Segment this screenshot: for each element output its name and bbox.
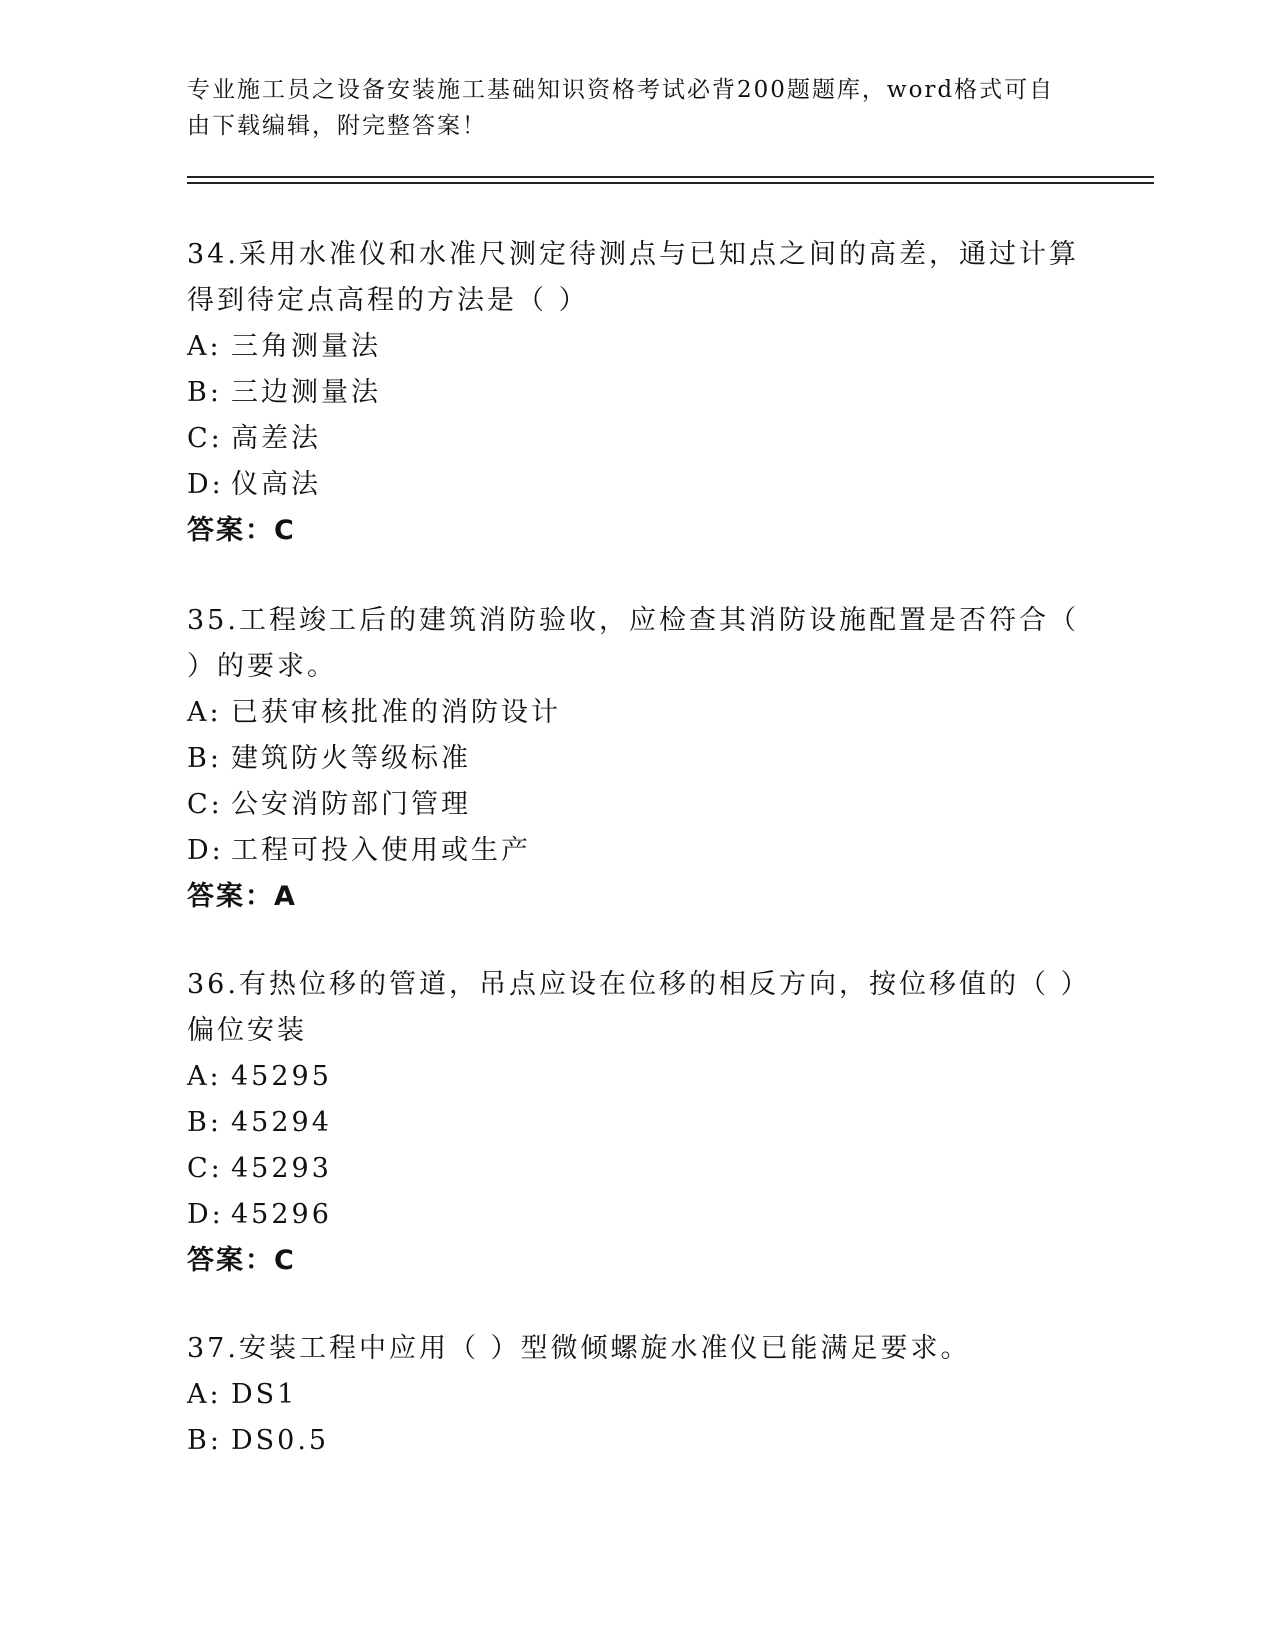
option-c	[187, 1146, 1087, 1192]
option-key: C:	[187, 789, 223, 820]
question-35	[187, 598, 1087, 920]
option-key: D:	[187, 1199, 224, 1230]
option-text: 45296	[231, 1199, 332, 1230]
option-a	[187, 324, 1087, 370]
answer-line: 答案：C	[187, 515, 296, 546]
answer-line: 答案：A	[187, 881, 297, 912]
option-text: 仪高法	[231, 469, 321, 500]
option-text: 45293	[231, 1153, 332, 1184]
option-a	[187, 1054, 1087, 1100]
option-key: C:	[187, 1153, 223, 1184]
option-key: B:	[187, 1425, 222, 1456]
option-text: 三边测量法	[231, 377, 381, 408]
option-text: 建筑防火等级标准	[231, 743, 471, 774]
option-text: 已获审核批准的消防设计	[231, 697, 561, 728]
option-a	[187, 1372, 1087, 1418]
option-c	[187, 782, 1087, 828]
option-b	[187, 1100, 1087, 1146]
option-text: 45295	[231, 1061, 332, 1092]
question-34	[187, 232, 1087, 554]
option-text: 工程可投入使用或生产	[231, 835, 531, 866]
option-b	[187, 1418, 1087, 1464]
question-37	[187, 1326, 1087, 1464]
option-d	[187, 462, 1087, 508]
document-header: 专业施工员之设备安装施工基础知识资格考试必背200题题库，word格式可自由下载编辑，附完整答案！	[187, 77, 1055, 139]
question-stem: 37.安装工程中应用（ ）型微倾螺旋水准仪已能满足要求。	[187, 1333, 971, 1364]
option-key: B:	[187, 1107, 222, 1138]
option-text: 高差法	[231, 423, 321, 454]
question-stem: 36.有热位移的管道，吊点应设在位移的相反方向，按位移值的（ ）偏位安装	[187, 969, 1078, 1046]
option-key: A:	[187, 331, 222, 362]
option-b	[187, 736, 1087, 782]
option-d	[187, 828, 1087, 874]
option-key: A:	[187, 1061, 222, 1092]
option-text: 三角测量法	[231, 331, 381, 362]
option-text: 公安消防部门管理	[231, 789, 471, 820]
option-key: D:	[187, 835, 224, 866]
option-key: B:	[187, 377, 222, 408]
option-key: A:	[187, 697, 222, 728]
question-36	[187, 962, 1087, 1284]
option-c	[187, 416, 1087, 462]
option-text: DS1	[231, 1379, 298, 1410]
option-d	[187, 1192, 1087, 1238]
header-divider-bottom	[187, 182, 1154, 184]
question-stem: 34.采用水准仪和水准尺测定待测点与已知点之间的高差，通过计算得到待定点高程的方法是（ ）	[187, 239, 1079, 316]
option-b	[187, 370, 1087, 416]
question-stem: 35.工程竣工后的建筑消防验收，应检查其消防设施配置是否符合（ ）的要求。	[187, 605, 1079, 682]
answer-line: 答案：C	[187, 1245, 296, 1276]
header-divider-top	[187, 176, 1154, 178]
option-key: A:	[187, 1379, 222, 1410]
option-key: D:	[187, 469, 224, 500]
option-text: 45294	[231, 1107, 332, 1138]
option-text: DS0.5	[231, 1425, 330, 1456]
option-key: C:	[187, 423, 223, 454]
option-a	[187, 690, 1087, 736]
option-key: B:	[187, 743, 222, 774]
